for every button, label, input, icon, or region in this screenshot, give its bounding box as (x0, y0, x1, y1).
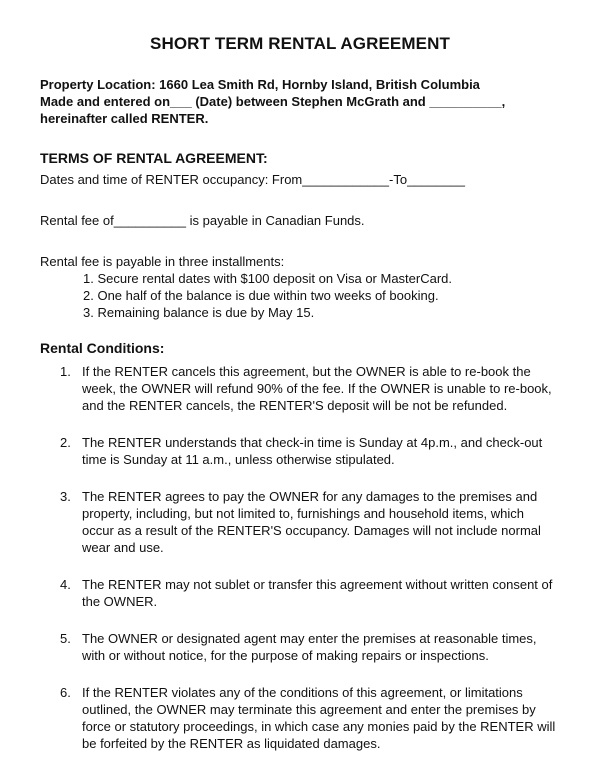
condition-text: If the RENTER cancels this agreement, but the OWNER is able to re-book the week, the OWNER will refund 90% of the fee. If the OWNER is unable to re-book, and the RENTER cancels, the RENTER'S deposit will be not be refunded. (82, 364, 552, 413)
condition-number: 6. (60, 685, 71, 700)
condition-number: 3. (60, 489, 71, 504)
condition-text: The RENTER agrees to pay the OWNER for any damages to the premises and property, including, but not limited to, furnishings and household items, which occur as a result of the RENTER'S occupancy. Damages will not include normal wear and use. (82, 489, 541, 555)
condition-number: 1. (60, 364, 71, 379)
condition-number: 2. (60, 435, 71, 450)
condition-text: If the RENTER violates any of the conditions of this agreement, or limitations outlined, the OWNER may terminate this agreement and enter the premises by force or statutory proceedings, in which case any monies paid by the RENTER will be forfeited by the RENTER as liquidated damages. (82, 685, 556, 751)
condition-number: 4. (60, 577, 71, 592)
condition-number: 5. (60, 631, 71, 646)
dates-line: Dates and time of RENTER occupancy: From____________-To________ (40, 172, 465, 187)
condition-text: The RENTER may not sublet or transfer this agreement without written consent of the OWNER. (82, 577, 553, 609)
fee-line: Rental fee of__________ is payable in Canadian Funds. (40, 213, 365, 228)
installments-list (40, 270, 560, 321)
condition-item (40, 630, 560, 664)
installment-item: 1. Secure rental dates with $100 deposit on Visa or MasterCard. (83, 271, 453, 286)
intro-block (40, 76, 560, 127)
terms-heading: TERMS OF RENTAL AGREEMENT: (40, 150, 268, 166)
condition-item (40, 488, 560, 556)
condition-item (40, 576, 560, 610)
made-entered-line: Made and entered on___ (Date) between Stephen McGrath and __________, (40, 94, 506, 109)
installment-item: 3. Remaining balance is due by May 15. (83, 305, 315, 320)
installments-intro: Rental fee is payable in three installments: (40, 254, 285, 269)
condition-item (40, 363, 560, 414)
condition-item (40, 434, 560, 468)
property-location: Property Location: 1660 Lea Smith Rd, Hornby Island, British Columbia (40, 77, 480, 92)
conditions-list (40, 363, 560, 752)
hereinafter-line: hereinafter called RENTER. (40, 111, 209, 126)
conditions-heading: Rental Conditions: (40, 340, 165, 356)
condition-text: The OWNER or designated agent may enter the premises at reasonable times, with or without notice, for the purpose of making repairs or inspections. (82, 631, 537, 663)
condition-item (40, 684, 560, 752)
document-title: SHORT TERM RENTAL AGREEMENT (150, 34, 450, 53)
condition-text: The RENTER understands that check-in time is Sunday at 4p.m., and check-out time is Sunday at 11 a.m., unless otherwise stipulated. (82, 435, 543, 467)
installment-item: 2. One half of the balance is due within two weeks of booking. (83, 288, 439, 303)
